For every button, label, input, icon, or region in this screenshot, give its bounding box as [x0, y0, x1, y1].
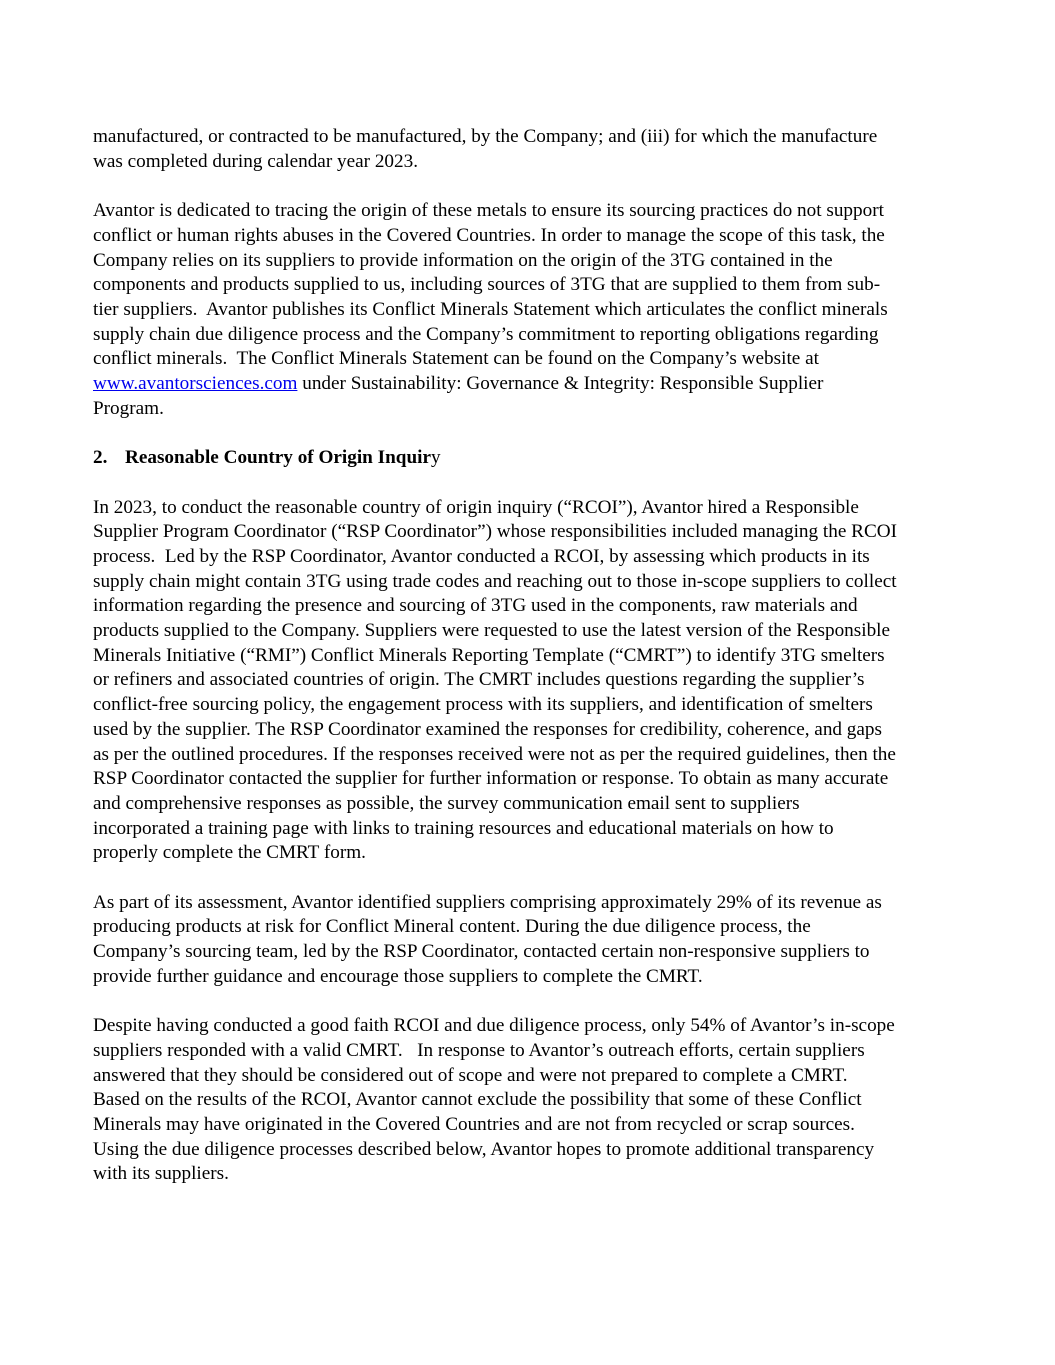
text-line: process. Led by the RSP Coordinator, Avantor conducted a RCOI, by assessing which products in its — [93, 545, 870, 567]
text-line: incorporated a training page with links to training resources and educational materials on how to — [93, 817, 834, 839]
text-line: As part of its assessment, Avantor identified suppliers comprising approximately 29% of its revenue as — [93, 891, 882, 913]
text-line: provide further guidance and encourage those suppliers to complete the CMRT. — [93, 965, 703, 987]
paragraph-assessment — [93, 891, 973, 990]
text-line: In 2023, to conduct the reasonable country of origin inquiry (“RCOI”), Avantor hired a Responsible — [93, 496, 859, 518]
text-line: used by the supplier. The RSP Coordinator examined the responses for credibility, coherence, and gaps — [93, 718, 882, 740]
section-number: 2. — [93, 447, 108, 469]
text-line: Program. — [93, 397, 164, 419]
text-line: Based on the results of the RCOI, Avantor cannot exclude the possibility that some of these Conflict — [93, 1089, 862, 1111]
text-line: with its suppliers. — [93, 1163, 229, 1185]
text-line: supply chain might contain 3TG using trade codes and reaching out to those in-scope suppliers to collect — [93, 570, 897, 592]
text-line: conflict-free sourcing policy, the engagement process with its suppliers, and identification of smelters — [93, 694, 873, 716]
text-line: information regarding the presence and sourcing of 3TG used in the components, raw materials and — [93, 595, 858, 617]
text-line: RSP Coordinator contacted the supplier for further information or response. To obtain as many accurate — [93, 768, 889, 790]
text-line: Supplier Program Coordinator (“RSP Coordinator”) whose responsibilities included managing the RCOI — [93, 521, 897, 543]
text-line: components and products supplied to us, including sources of 3TG that are supplied to them from sub- — [93, 274, 881, 296]
section-heading — [93, 446, 973, 471]
text-line: Using the due diligence processes described below, Avantor hopes to promote additional transparency — [93, 1138, 875, 1160]
text-line: was completed during calendar year 2023. — [93, 150, 418, 172]
text-line: supply chain due diligence process and the Company’s commitment to reporting obligations regarding — [93, 323, 879, 345]
text-line: conflict or human rights abuses in the Covered Countries. In order to manage the scope of this task, the — [93, 224, 885, 246]
link-trailing-text: under Sustainability: Governance & Integrity: Responsible Supplier — [297, 373, 824, 395]
paragraph-response-results — [93, 1014, 973, 1187]
text-line: manufactured, or contracted to be manufactured, by the Company; and (iii) for which the manufacture — [93, 126, 878, 147]
website-link[interactable]: www.avantorsciences.com — [93, 373, 298, 395]
document-page — [93, 125, 973, 1212]
text-line: or refiners and associated countries of origin. The CMRT includes questions regarding the supplier’s — [93, 669, 865, 691]
section-title-tail: y — [430, 447, 441, 469]
text-line: conflict minerals. The Conflict Minerals Statement can be found on the Company’s website at — [93, 348, 819, 370]
text-line: suppliers responded with a valid CMRT. In response to Avantor’s outreach efforts, certain suppliers — [93, 1039, 865, 1061]
text-line: answered that they should be considered out of scope and were not prepared to complete a CMRT. — [93, 1064, 848, 1086]
paragraph-manufacture-scope — [93, 125, 973, 174]
text-line: as per the outlined procedures. If the responses received were not as per the required guidelines, then the — [93, 743, 896, 765]
text-line: Company’s sourcing team, led by the RSP Coordinator, contacted certain non-responsive suppliers to — [93, 941, 870, 963]
text-line: Minerals Initiative (“RMI”) Conflict Minerals Reporting Template (“CMRT”) to identify 3TG smelters — [93, 644, 885, 666]
text-line: properly complete the CMRT form. — [93, 842, 366, 864]
text-line-with-link — [93, 372, 973, 397]
paragraph-tracing-origin — [93, 199, 973, 421]
text-line: Avantor is dedicated to tracing the origin of these metals to ensure its sourcing practices do not support — [93, 200, 884, 222]
text-line: products supplied to the Company. Suppliers were requested to use the latest version of the Responsible — [93, 620, 891, 642]
section-title: Reasonable Country of Origin Inquir — [125, 447, 431, 469]
text-line: producing products at risk for Conflict Mineral content. During the due diligence process, the — [93, 916, 811, 938]
text-line: Minerals may have originated in the Covered Countries and are not from recycled or scrap sources. — [93, 1114, 855, 1136]
text-line: and comprehensive responses as possible, the survey communication email sent to suppliers — [93, 792, 800, 814]
text-line: Despite having conducted a good faith RCOI and due diligence process, only 54% of Avantor’s in-scope — [93, 1015, 895, 1037]
paragraph-rcoi-process — [93, 496, 973, 867]
text-line: Company relies on its suppliers to provide information on the origin of the 3TG contained in the — [93, 249, 833, 271]
text-line: tier suppliers. Avantor publishes its Conflict Minerals Statement which articulates the conflict minerals — [93, 298, 888, 320]
